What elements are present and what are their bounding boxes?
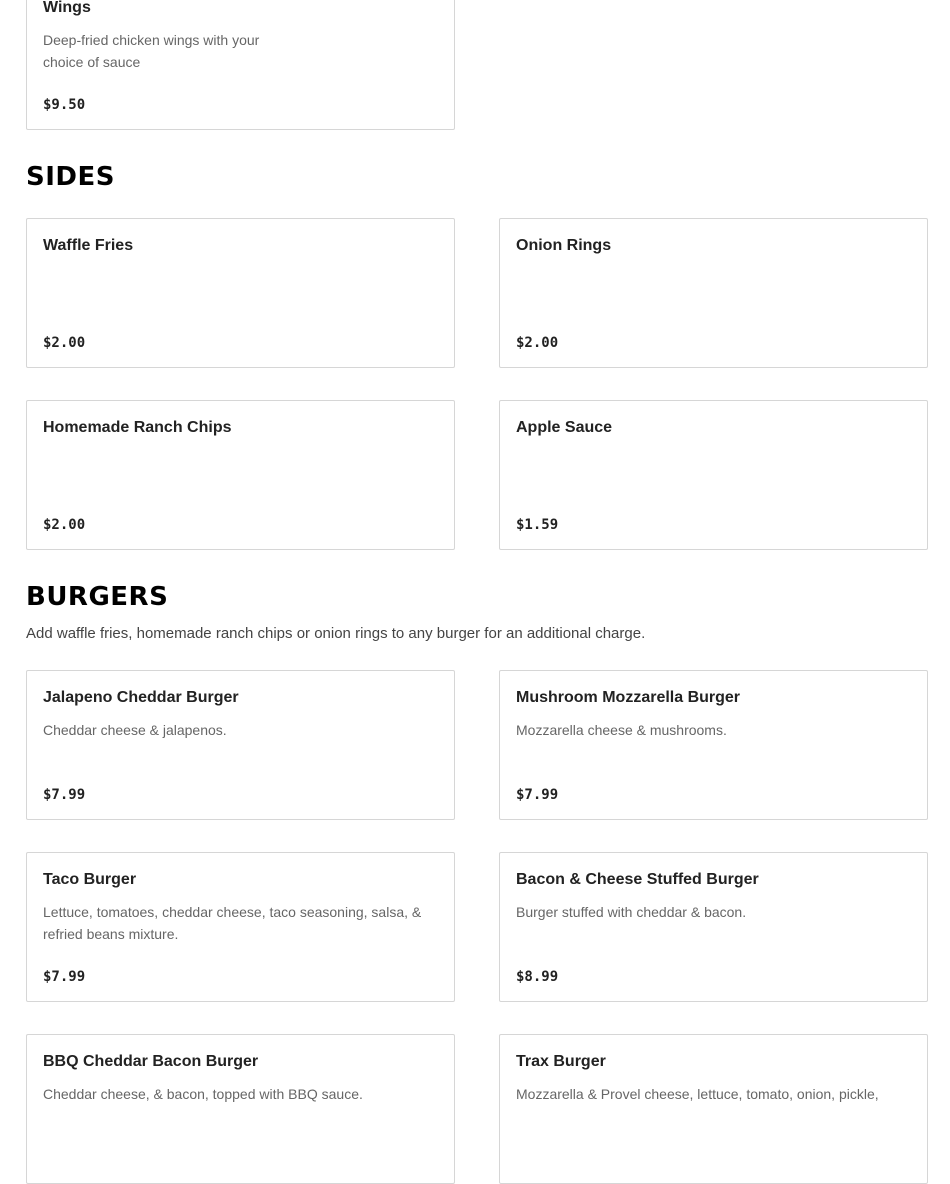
menu-item-price: $2.00 — [43, 335, 86, 351]
menu-item-name: Homemade Ranch Chips — [43, 419, 232, 436]
menu-item-card[interactable] — [499, 1034, 928, 1184]
menu-item-description: Mozzarella & Provel cheese, lettuce, tomato, onion, pickle, — [516, 1086, 879, 1102]
menu-item-name: Waffle Fries — [43, 237, 134, 254]
menu-item-description: Cheddar cheese & jalapenos. — [43, 722, 227, 738]
menu-item-description: Burger stuffed with cheddar & bacon. — [516, 904, 747, 920]
section-note: Add waffle fries, homemade ranch chips or onion rings to any burger for an additional charge. — [26, 625, 646, 642]
menu-item-name: Wings — [43, 0, 91, 16]
menu-item-name: Mushroom Mozzarella Burger — [516, 689, 741, 706]
menu-item-card[interactable] — [26, 1034, 455, 1184]
menu-item-card[interactable] — [499, 852, 928, 1002]
menu-item-card[interactable] — [26, 400, 455, 550]
menu-item-card[interactable] — [26, 852, 455, 1002]
menu-item-price: $2.00 — [516, 335, 559, 351]
menu-item-price: $2.00 — [43, 517, 86, 533]
menu-item-price: $1.59 — [516, 517, 559, 533]
menu-item-price: $7.99 — [43, 969, 86, 985]
menu-item-card[interactable] — [26, 670, 455, 820]
menu-item-card[interactable] — [26, 218, 455, 368]
section-title-burgers: BURGERS — [26, 582, 169, 612]
menu-item-name: Jalapeno Cheddar Burger — [43, 689, 239, 706]
menu-item-price: $7.99 — [516, 787, 559, 803]
menu-item-card[interactable] — [499, 400, 928, 550]
menu-item-description: Deep-fried chicken wings with your choice of sauce — [43, 32, 260, 70]
menu-item-name: Apple Sauce — [516, 419, 613, 436]
menu-item-price: $9.50 — [43, 97, 86, 113]
menu-item-description: Cheddar cheese, & bacon, topped with BBQ sauce. — [43, 1086, 363, 1102]
menu-item-name: Trax Burger — [516, 1053, 606, 1070]
menu-item-description: Mozzarella cheese & mushrooms. — [516, 722, 727, 738]
menu-item-price: $8.99 — [516, 969, 559, 985]
menu-item-description: Lettuce, tomatoes, cheddar cheese, taco seasoning, salsa, & refried beans mixture. — [43, 904, 422, 942]
menu-item-name: Taco Burger — [43, 871, 137, 888]
menu-item-name: Onion Rings — [516, 237, 612, 254]
menu-item-card[interactable] — [499, 218, 928, 368]
menu-item-price: $7.99 — [43, 787, 86, 803]
section-title-sides: SIDES — [26, 162, 115, 192]
menu-item-card[interactable] — [499, 670, 928, 820]
menu-item-name: BBQ Cheddar Bacon Burger — [43, 1053, 259, 1070]
menu-item-card[interactable] — [26, 0, 455, 130]
menu-item-name: Bacon & Cheese Stuffed Burger — [516, 871, 759, 888]
